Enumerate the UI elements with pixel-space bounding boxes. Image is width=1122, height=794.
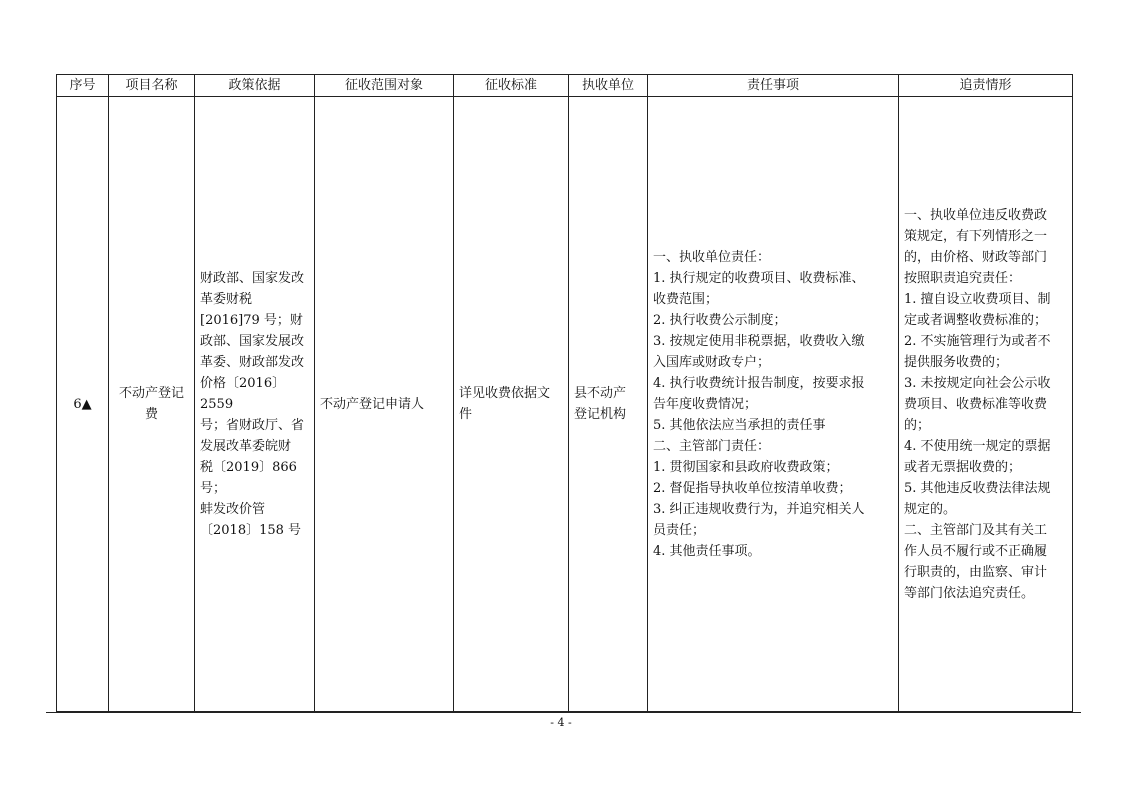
- fee-list-sheet: [56, 74, 1072, 712]
- accountability-line: 等部门依法追究责任。: [904, 585, 1035, 601]
- header-policy-basis: 政策依据: [195, 75, 315, 97]
- responsibility-line: 2. 督促指导执收单位按清单收费；: [653, 480, 852, 496]
- table-row: [57, 97, 1073, 712]
- responsibility-line: 4. 执行收费统计报告制度，按要求报: [653, 375, 865, 391]
- responsibility-line: 1. 贯彻国家和县政府收费政策；: [653, 459, 839, 475]
- policy-basis-line: 〔2018〕158 号: [200, 522, 302, 538]
- accountability-line: 1. 擅自设立收费项目、制: [904, 291, 1051, 307]
- accountability-line: 或者无票据收费的；: [904, 459, 1022, 475]
- policy-basis-line: 财政部、国家发改: [200, 270, 305, 286]
- accountability-line: 定或者调整收费标准的；: [904, 312, 1048, 328]
- accountability-line: 的，由价格、财政等部门: [904, 249, 1048, 265]
- header-standard: 征收标准: [454, 75, 569, 97]
- page-number: - 4 -: [550, 716, 572, 729]
- responsibilities-cell: [648, 97, 899, 712]
- policy-basis-line: 号；省财政厅、省: [200, 417, 305, 433]
- responsibility-line: 入国库或财政专户；: [653, 354, 771, 370]
- policy-basis-line: 革委财税: [200, 291, 253, 307]
- fee-list-table: [56, 74, 1073, 712]
- accountability-line: 按照职责追究责任：: [904, 270, 1022, 286]
- accountability-line: 作人员不履行或不正确履: [904, 543, 1048, 559]
- standard-line: 件: [459, 407, 473, 422]
- row-index: 6▲: [73, 396, 92, 412]
- policy-basis-line: 税〔2019〕866 号；: [200, 459, 297, 496]
- accountability-line: 策规定，有下列情形之一: [904, 228, 1048, 244]
- header-index: 序号: [57, 75, 109, 97]
- header-accountability: 追责情形: [899, 75, 1073, 97]
- accountability-line: 二、主管部门及其有关工: [904, 522, 1048, 538]
- footer-rule: [46, 712, 1081, 713]
- policy-basis-line: 价格〔2016〕2559: [200, 375, 286, 412]
- policy-basis-cell: [195, 97, 315, 712]
- policy-basis-line: 发展改革委皖财: [200, 438, 292, 454]
- responsibility-line: 收费范围；: [653, 291, 719, 307]
- standard-line: 详见收费依据文: [459, 386, 551, 401]
- collecting-unit-cell: [569, 97, 648, 712]
- accountability-line: 行职责的，由监察、审计: [904, 564, 1048, 580]
- accountability-line: 费项目、收费标准等收费: [904, 396, 1048, 412]
- responsibility-line: 3. 纠正违规收费行为，并追究相关人: [653, 501, 865, 517]
- standard-cell: [454, 97, 569, 712]
- accountability-line: 规定的。: [904, 501, 957, 517]
- responsibility-line: 3. 按规定使用非税票据，收费收入缴: [653, 333, 865, 349]
- header-collecting-unit: 执收单位: [569, 75, 648, 97]
- policy-basis-line: 蚌发改价管: [200, 501, 266, 517]
- accountability-line: 提供服务收费的；: [904, 354, 1009, 370]
- header-scope: 征收范围对象: [315, 75, 454, 97]
- collecting-unit-line: 登记机构: [574, 407, 627, 422]
- scope-cell: [315, 97, 454, 712]
- accountability-line: 5. 其他违反收费法律法规: [904, 480, 1051, 496]
- table-header-row: [57, 75, 1073, 97]
- accountability-line: 4. 不使用统一规定的票据: [904, 438, 1051, 454]
- header-project-name: 项目名称: [109, 75, 195, 97]
- accountability-line: 的；: [904, 417, 931, 433]
- project-name-cell: [109, 97, 195, 712]
- responsibility-line: 二、主管部门责任：: [653, 438, 771, 454]
- responsibility-line: 1. 执行规定的收费项目、收费标准、: [653, 270, 865, 286]
- policy-basis-line: [2016]79 号；财: [200, 312, 303, 328]
- policy-basis-line: 政部、国家发展改: [200, 333, 305, 349]
- responsibility-line: 4. 其他责任事项。: [653, 543, 761, 559]
- responsibility-line: 员责任；: [653, 522, 706, 538]
- responsibility-line: 2. 执行收费公示制度；: [653, 312, 787, 328]
- policy-basis-line: 革委、财政部发改: [200, 354, 305, 370]
- responsibility-line: 告年度收费情况；: [653, 396, 758, 412]
- accountability-line: 2. 不实施管理行为或者不: [904, 333, 1051, 349]
- accountability-cell: [899, 97, 1073, 712]
- accountability-line: 一、执收单位违反收费政: [904, 207, 1048, 223]
- project-name-line: 费: [144, 407, 158, 422]
- collecting-unit-line: 县不动产: [574, 386, 627, 401]
- header-responsibilities: 责任事项: [648, 75, 899, 97]
- scope-text: 不动产登记申请人: [320, 396, 425, 412]
- accountability-line: 3. 未按规定向社会公示收: [904, 375, 1051, 391]
- row-index-cell: [57, 97, 109, 712]
- responsibility-line: 5. 其他依法应当承担的责任事: [653, 417, 826, 433]
- project-name-line: 不动产登记: [118, 386, 184, 401]
- responsibility-line: 一、执收单位责任：: [653, 249, 771, 265]
